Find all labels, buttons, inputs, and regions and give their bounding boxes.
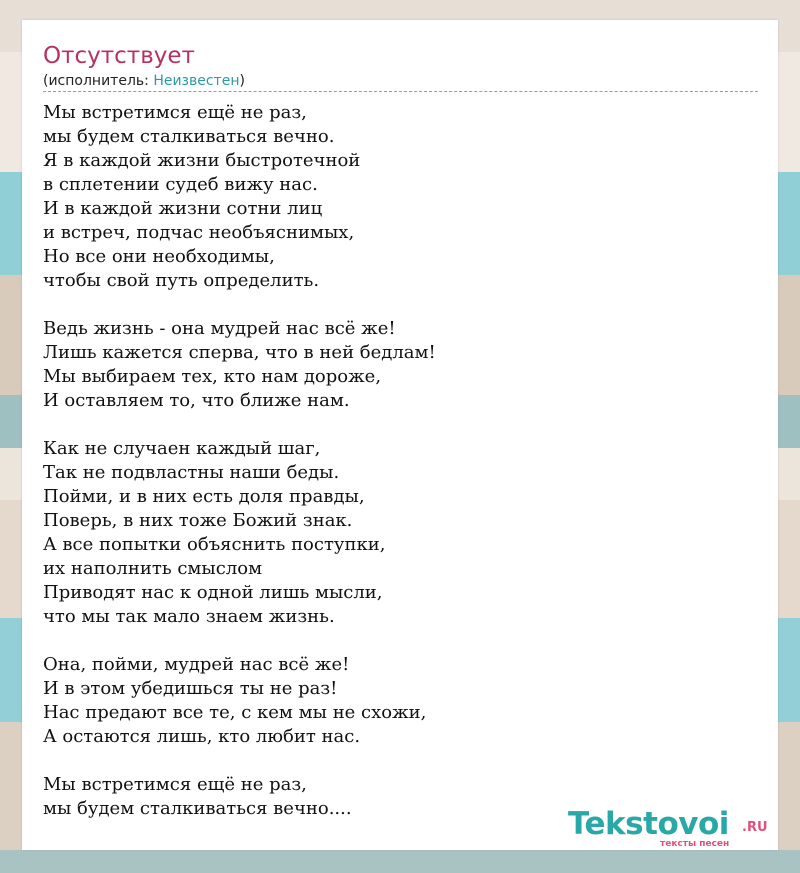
lyrics-line: Мы встретимся ещё не раз, — [43, 102, 307, 123]
lyrics-stanza — [43, 101, 436, 293]
lyrics-line: И в этом убедишься ты не раз! — [43, 678, 338, 699]
lyrics-line: мы будем сталкиваться вечно. — [43, 126, 335, 147]
lyrics-line: Лишь кажется сперва, что в ней бедлам! — [43, 342, 436, 363]
performer-suffix: ) — [239, 73, 245, 89]
lyrics-line: Ведь жизнь - она мудрей нас всё же! — [43, 318, 396, 339]
lyrics-line: Приводят нас к одной лишь мысли, — [43, 582, 383, 603]
lyrics-line: Так не подвластны наши беды. — [43, 462, 340, 483]
logo-wordmark: Tekstovoi — [568, 806, 729, 842]
title-divider — [43, 91, 758, 92]
lyrics-stanza — [43, 773, 436, 821]
lyrics-line: Я в каждой жизни быстротечной — [43, 150, 361, 171]
lyrics-line: И оставляем то, что ближе нам. — [43, 390, 350, 411]
performer-link[interactable]: Неизвестен — [153, 73, 240, 89]
logo-domain: .RU — [742, 820, 768, 835]
lyrics-stanza — [43, 437, 436, 629]
lyrics-text — [43, 101, 436, 821]
lyrics-line: Поверь, в них тоже Божий знак. — [43, 510, 353, 531]
lyrics-line: Мы встретимся ещё не раз, — [43, 774, 307, 795]
lyrics-line: Пойми, и в них есть доля правды, — [43, 486, 365, 507]
lyrics-line: Как не случаен каждый шаг, — [43, 438, 321, 459]
logo-tagline: тексты песен — [660, 839, 730, 849]
lyrics-line: и встреч, подчас необъяснимых, — [43, 222, 355, 243]
lyrics-line: И в каждой жизни сотни лиц — [43, 198, 323, 219]
song-title: Отсутствует — [43, 43, 195, 69]
site-logo[interactable] — [568, 806, 778, 850]
performer-prefix: (исполнитель: — [43, 73, 154, 89]
lyrics-line: что мы так мало знаем жизнь. — [43, 606, 335, 627]
lyrics-line: Мы выбираем тех, кто нам дороже, — [43, 366, 382, 387]
lyrics-stanza — [43, 653, 436, 749]
lyrics-line: Нас предают все те, с кем мы не схожи, — [43, 702, 427, 723]
lyrics-card — [22, 20, 778, 850]
lyrics-stanza — [43, 317, 436, 413]
lyrics-line: мы будем сталкиваться вечно.... — [43, 798, 352, 819]
lyrics-line: в сплетении судеб вижу нас. — [43, 174, 318, 195]
performer-line — [43, 72, 245, 90]
lyrics-line: Она, пойми, мудрей нас всё же! — [43, 654, 350, 675]
lyrics-line: Но все они необходимы, — [43, 246, 275, 267]
lyrics-line: их наполнить смыслом — [43, 558, 263, 579]
lyrics-line: А все попытки объяснить поступки, — [43, 534, 386, 555]
lyrics-line: чтобы свой путь определить. — [43, 270, 320, 291]
lyrics-line: А остаются лишь, кто любит нас. — [43, 726, 361, 747]
